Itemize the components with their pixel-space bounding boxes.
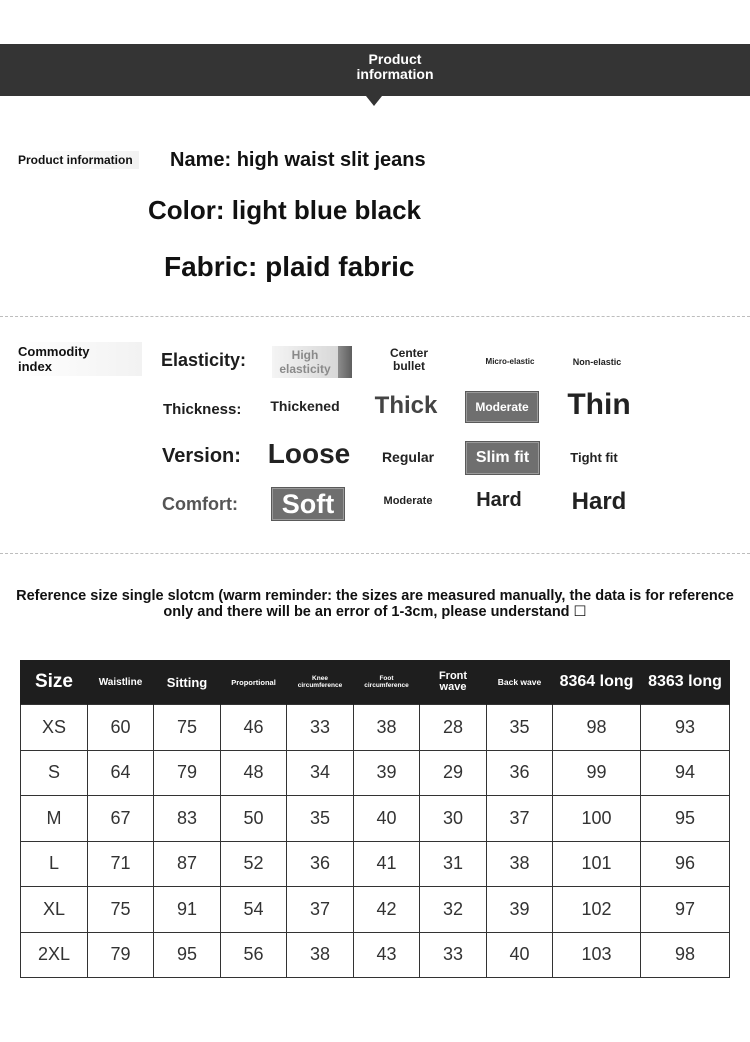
measurement-cell: 60 [88, 705, 154, 751]
version-option-tight-fit: Tight fit [570, 450, 618, 465]
header-8363-long: 8363 long [641, 660, 730, 705]
comfort-option-soft: Soft [271, 487, 345, 521]
measurement-cell: 64 [88, 750, 154, 796]
measurement-cell: 75 [154, 705, 221, 751]
divider [0, 553, 750, 554]
measurement-cell: 54 [221, 887, 287, 933]
header-title [0, 52, 750, 82]
version-option-loose: Loose [267, 438, 351, 469]
measurement-cell: 36 [287, 841, 354, 887]
size-cell: 2XL [21, 932, 88, 978]
thickness-option-thick: Thick [374, 392, 438, 419]
measurement-cell: 29 [420, 750, 487, 796]
divider [0, 316, 750, 317]
measurement-cell: 46 [221, 705, 287, 751]
elasticity-option-non: Non-elastic [572, 357, 622, 367]
commodity-index-label: Commodity index [14, 342, 142, 376]
measurement-cell: 67 [88, 796, 154, 842]
product-color: Color: light blue black [148, 195, 422, 225]
measurement-cell: 40 [487, 932, 553, 978]
measurement-cell: 31 [420, 841, 487, 887]
measurement-cell: 32 [420, 887, 487, 933]
measurement-cell: 100 [553, 796, 641, 842]
header-foot: Foot circumference [354, 660, 420, 705]
header-waistline: Waistline [88, 660, 154, 705]
table-row [21, 705, 730, 751]
table-row [21, 887, 730, 933]
measurement-cell: 50 [221, 796, 287, 842]
header-proportional: Proportional [221, 660, 287, 705]
header-title-text: Product information [356, 51, 434, 82]
measurement-cell: 39 [487, 887, 553, 933]
measurement-cell: 30 [420, 796, 487, 842]
elasticity-option-high: High elasticity [272, 346, 338, 378]
thickness-option-thickened: Thickened [270, 398, 340, 414]
table-row [21, 932, 730, 978]
comfort-option-moderate: Moderate [383, 495, 433, 507]
header-sitting: Sitting [154, 660, 221, 705]
measurement-cell: 95 [641, 796, 730, 842]
measurement-cell: 33 [287, 705, 354, 751]
size-cell: XL [21, 887, 88, 933]
header-size: Size [21, 660, 88, 705]
measurement-cell: 35 [287, 796, 354, 842]
elasticity-option-micro: Micro-elastic [485, 357, 535, 366]
measurement-cell: 87 [154, 841, 221, 887]
size-cell: XS [21, 705, 88, 751]
elasticity-option-center: Center bullet [389, 346, 428, 373]
size-table-header-row [21, 660, 730, 705]
measurement-cell: 98 [553, 705, 641, 751]
measurement-cell: 83 [154, 796, 221, 842]
measurement-cell: 94 [641, 750, 730, 796]
measurement-cell: 56 [221, 932, 287, 978]
header-back-wave: Back wave [487, 660, 553, 705]
measurement-cell: 79 [88, 932, 154, 978]
product-name: Name: high waist slit jeans [170, 149, 426, 171]
header-pointer [366, 96, 382, 106]
header-knee: Knee circumference [287, 660, 354, 705]
measurement-cell: 103 [553, 932, 641, 978]
measurement-cell: 33 [420, 932, 487, 978]
measurement-cell: 41 [354, 841, 420, 887]
measurement-cell: 42 [354, 887, 420, 933]
size-cell: L [21, 841, 88, 887]
measurement-cell: 79 [154, 750, 221, 796]
measurement-cell: 97 [641, 887, 730, 933]
table-row [21, 841, 730, 887]
thickness-label: Thickness: [163, 401, 242, 418]
table-row [21, 750, 730, 796]
header-8364-long: 8364 long [553, 660, 641, 705]
measurement-cell: 40 [354, 796, 420, 842]
measurement-cell: 43 [354, 932, 420, 978]
elasticity-selected-marker [338, 346, 352, 378]
measurement-cell: 34 [287, 750, 354, 796]
measurement-cell: 102 [553, 887, 641, 933]
measurement-cell: 75 [88, 887, 154, 933]
measurement-cell: 93 [641, 705, 730, 751]
elasticity-label: Elasticity: [161, 350, 247, 370]
header-front-wave: Front wave [420, 660, 487, 705]
measurement-cell: 28 [420, 705, 487, 751]
product-info-label: Product information [14, 151, 139, 169]
comfort-label: Comfort: [162, 494, 238, 514]
size-cell: M [21, 796, 88, 842]
measurement-cell: 35 [487, 705, 553, 751]
measurement-cell: 38 [487, 841, 553, 887]
size-cell: S [21, 750, 88, 796]
measurement-cell: 36 [487, 750, 553, 796]
measurement-cell: 101 [553, 841, 641, 887]
version-label: Version: [162, 445, 241, 467]
measurement-cell: 91 [154, 887, 221, 933]
measurement-cell: 38 [354, 705, 420, 751]
measurement-cell: 71 [88, 841, 154, 887]
size-table [20, 660, 730, 978]
measurement-cell: 99 [553, 750, 641, 796]
comfort-option-hard: Hard [476, 489, 522, 511]
comfort-option-hard-2: Hard [571, 488, 627, 515]
measurement-cell: 37 [487, 796, 553, 842]
measurement-cell: 96 [641, 841, 730, 887]
product-fabric: Fabric: plaid fabric [164, 251, 415, 282]
measurement-cell: 52 [221, 841, 287, 887]
measurement-cell: 98 [641, 932, 730, 978]
table-row [21, 796, 730, 842]
reference-note: Reference size single slotcm (warm reminder: the sizes are measured manually, the data is for reference only and there will be an error of 1-3cm, please understand ☐ [16, 588, 734, 620]
measurement-cell: 48 [221, 750, 287, 796]
thickness-option-moderate: Moderate [465, 391, 539, 423]
version-option-slim-fit: Slim fit [465, 441, 540, 475]
measurement-cell: 95 [154, 932, 221, 978]
measurement-cell: 37 [287, 887, 354, 933]
measurement-cell: 39 [354, 750, 420, 796]
measurement-cell: 38 [287, 932, 354, 978]
version-option-regular: Regular [381, 449, 435, 465]
thickness-option-thin: Thin [567, 388, 631, 421]
